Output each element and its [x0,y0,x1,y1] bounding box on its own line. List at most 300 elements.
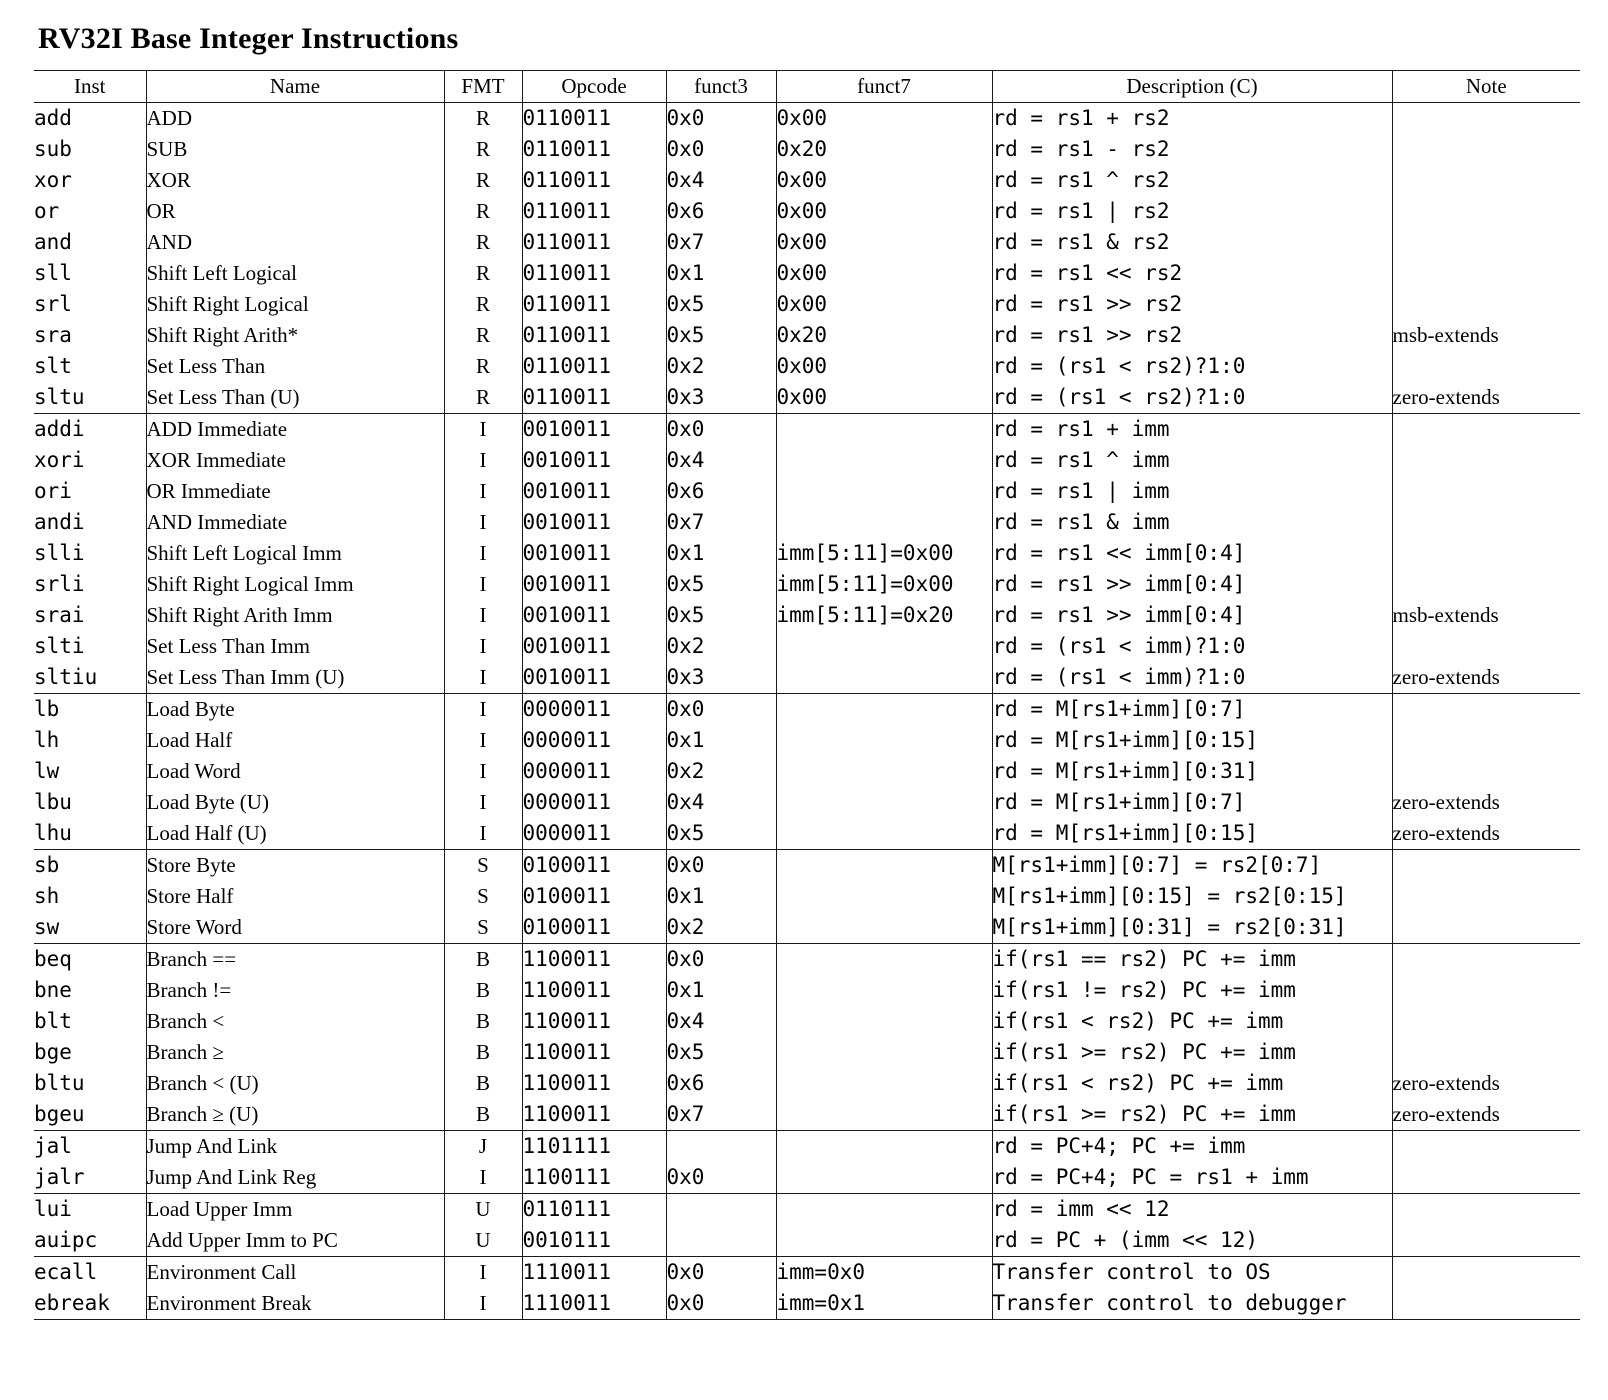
cell-funct3: 0x5 [666,1037,776,1068]
cell-name: Jump And Link [146,1131,444,1163]
cell-funct7: 0x00 [776,165,992,196]
cell-opcode: 1110011 [522,1257,666,1289]
column-header-fmt: FMT [444,71,522,103]
cell-opcode: 0110011 [522,351,666,382]
cell-description: Transfer control to debugger [992,1288,1392,1320]
cell-description: rd = imm << 12 [992,1194,1392,1226]
cell-name: Shift Right Arith* [146,320,444,351]
table-row [34,600,1580,631]
cell-fmt: R [444,227,522,258]
cell-inst: lui [34,1194,146,1226]
cell-funct3: 0x6 [666,476,776,507]
cell-note [1392,103,1580,135]
cell-funct3: 0x0 [666,1288,776,1320]
cell-name: OR [146,196,444,227]
cell-funct3: 0x3 [666,662,776,694]
table-row [34,818,1580,850]
cell-opcode: 0110111 [522,1194,666,1226]
cell-name: AND Immediate [146,507,444,538]
cell-funct7 [776,631,992,662]
cell-description: rd = PC+4; PC = rs1 + imm [992,1162,1392,1194]
cell-name: Branch ≥ (U) [146,1099,444,1131]
cell-fmt: I [444,818,522,850]
cell-inst: ori [34,476,146,507]
cell-funct3: 0x7 [666,1099,776,1131]
cell-opcode: 0000011 [522,694,666,726]
cell-funct3: 0x0 [666,944,776,976]
cell-funct7 [776,662,992,694]
cell-opcode: 0010011 [522,662,666,694]
cell-funct7: imm[5:11]=0x00 [776,538,992,569]
table-row [34,1068,1580,1099]
table-row [34,756,1580,787]
cell-description: rd = (rs1 < imm)?1:0 [992,662,1392,694]
cell-opcode: 0010011 [522,569,666,600]
cell-note: zero-extends [1392,790,1500,814]
cell-note [1392,507,1580,538]
table-row [34,165,1580,196]
table-row [34,725,1580,756]
table-row [34,631,1580,662]
cell-description: rd = M[rs1+imm][0:7] [992,694,1392,726]
table-row [34,134,1580,165]
cell-note [1392,196,1580,227]
cell-funct3: 0x1 [666,975,776,1006]
cell-fmt: R [444,103,522,135]
cell-name: Load Upper Imm [146,1194,444,1226]
cell-funct3: 0x0 [666,134,776,165]
cell-description: if(rs1 < rs2) PC += imm [992,1006,1392,1037]
cell-fmt: R [444,196,522,227]
cell-opcode: 0010011 [522,538,666,569]
cell-funct7 [776,476,992,507]
cell-funct3: 0x0 [666,1257,776,1289]
cell-funct7 [776,787,992,818]
cell-name: Shift Right Arith Imm [146,600,444,631]
cell-fmt: B [444,1068,522,1099]
cell-inst: lhu [34,818,146,850]
cell-inst: sll [34,258,146,289]
cell-description: rd = PC+4; PC += imm [992,1131,1392,1163]
cell-fmt: I [444,445,522,476]
cell-fmt: I [444,787,522,818]
cell-inst: ebreak [34,1288,146,1320]
table-row [34,912,1580,944]
table-row [34,227,1580,258]
table-row [34,382,1580,414]
cell-opcode: 1100011 [522,1037,666,1068]
cell-inst: xor [34,165,146,196]
cell-funct7 [776,1037,992,1068]
table-row [34,1006,1580,1037]
cell-name: Store Half [146,881,444,912]
table-row [34,944,1580,976]
cell-funct3: 0x7 [666,227,776,258]
cell-description: rd = rs1 | imm [992,476,1392,507]
cell-note [1392,944,1580,976]
cell-note [1392,1162,1580,1194]
cell-fmt: I [444,476,522,507]
cell-note [1392,694,1580,726]
cell-description: rd = rs1 >> imm[0:4] [992,569,1392,600]
cell-funct3: 0x1 [666,538,776,569]
cell-name: Branch == [146,944,444,976]
cell-description: rd = rs1 & rs2 [992,227,1392,258]
cell-inst: xori [34,445,146,476]
cell-description: rd = rs1 & imm [992,507,1392,538]
cell-funct7 [776,850,992,882]
cell-description: rd = rs1 - rs2 [992,134,1392,165]
cell-name: Store Word [146,912,444,944]
cell-fmt: B [444,975,522,1006]
cell-name: AND [146,227,444,258]
cell-description: rd = M[rs1+imm][0:31] [992,756,1392,787]
cell-opcode: 0000011 [522,756,666,787]
table-row [34,289,1580,320]
cell-funct7 [776,881,992,912]
cell-note: msb-extends [1392,323,1499,347]
table-row [34,320,1580,351]
cell-funct7: 0x00 [776,351,992,382]
cell-fmt: I [444,725,522,756]
cell-name: Environment Break [146,1288,444,1320]
cell-name: ADD Immediate [146,414,444,446]
cell-fmt: J [444,1131,522,1163]
cell-name: Load Byte [146,694,444,726]
cell-inst: slt [34,351,146,382]
cell-opcode: 0110011 [522,382,666,414]
cell-funct7: 0x00 [776,289,992,320]
cell-funct7 [776,944,992,976]
column-header-opcode: Opcode [522,71,666,103]
cell-funct7 [776,975,992,1006]
cell-name: Shift Right Logical [146,289,444,320]
cell-description: rd = rs1 ^ rs2 [992,165,1392,196]
cell-name: Set Less Than (U) [146,382,444,414]
cell-note [1392,1288,1580,1320]
cell-funct7 [776,1006,992,1037]
cell-description: rd = (rs1 < rs2)?1:0 [992,351,1392,382]
cell-name: Load Half (U) [146,818,444,850]
cell-inst: sub [34,134,146,165]
cell-opcode: 0110011 [522,227,666,258]
cell-funct3: 0x6 [666,196,776,227]
cell-description: rd = rs1 >> rs2 [992,320,1392,351]
cell-note [1392,289,1580,320]
cell-funct7: imm[5:11]=0x20 [776,600,992,631]
table-row [34,476,1580,507]
cell-inst: lh [34,725,146,756]
table-row [34,414,1580,446]
cell-description: M[rs1+imm][0:31] = rs2[0:31] [992,912,1392,944]
cell-inst: blt [34,1006,146,1037]
cell-opcode: 1100011 [522,944,666,976]
cell-funct3: 0x5 [666,289,776,320]
cell-funct7 [776,1162,992,1194]
cell-funct3: 0x5 [666,818,776,850]
cell-note [1392,1257,1580,1289]
cell-inst: add [34,103,146,135]
cell-funct3: 0x0 [666,850,776,882]
table-row [34,538,1580,569]
table-header [34,71,1580,103]
cell-description: rd = (rs1 < imm)?1:0 [992,631,1392,662]
table-row [34,445,1580,476]
cell-opcode: 0110011 [522,103,666,135]
cell-funct7: imm=0x0 [776,1257,992,1289]
cell-name: XOR [146,165,444,196]
cell-description: Transfer control to OS [992,1257,1392,1289]
cell-inst: slli [34,538,146,569]
cell-note [1392,227,1580,258]
cell-inst: srl [34,289,146,320]
cell-opcode: 0010011 [522,631,666,662]
cell-name: Branch < [146,1006,444,1037]
cell-name: Environment Call [146,1257,444,1289]
cell-funct3: 0x4 [666,787,776,818]
cell-note: msb-extends [1392,603,1499,627]
cell-note [1392,569,1580,600]
cell-description: if(rs1 == rs2) PC += imm [992,944,1392,976]
cell-note [1392,445,1580,476]
cell-funct3: 0x4 [666,165,776,196]
cell-fmt: I [444,694,522,726]
cell-inst: slti [34,631,146,662]
cell-inst: sh [34,881,146,912]
table-row [34,1131,1580,1163]
cell-opcode: 1110011 [522,1288,666,1320]
cell-inst: sra [34,320,146,351]
cell-funct7 [776,445,992,476]
cell-note [1392,538,1580,569]
cell-note [1392,881,1580,912]
cell-name: Jump And Link Reg [146,1162,444,1194]
cell-inst: auipc [34,1225,146,1257]
table-row [34,1037,1580,1068]
cell-funct3: 0x4 [666,445,776,476]
cell-funct3: 0x1 [666,258,776,289]
table-row [34,1162,1580,1194]
cell-opcode: 0010011 [522,600,666,631]
cell-fmt: S [444,912,522,944]
cell-funct7: 0x00 [776,196,992,227]
cell-inst: srai [34,600,146,631]
cell-note: zero-extends [1392,662,1580,694]
cell-funct7 [776,725,992,756]
cell-name: ADD [146,103,444,135]
cell-funct3 [666,1131,776,1163]
cell-opcode: 1100011 [522,1099,666,1131]
column-header-description: Description (C) [992,71,1392,103]
cell-funct3: 0x7 [666,507,776,538]
cell-name: Branch ≥ [146,1037,444,1068]
cell-funct3: 0x2 [666,631,776,662]
cell-opcode: 1100111 [522,1162,666,1194]
table-row [34,1194,1580,1226]
cell-funct3: 0x5 [666,320,776,351]
cell-note [1392,1006,1580,1037]
cell-opcode: 0010011 [522,414,666,446]
cell-opcode: 0010011 [522,507,666,538]
cell-funct3: 0x4 [666,1006,776,1037]
cell-note [1392,1131,1580,1163]
cell-funct3: 0x0 [666,694,776,726]
cell-note [1392,351,1580,382]
cell-name: Set Less Than Imm (U) [146,662,444,694]
cell-opcode: 0010011 [522,445,666,476]
cell-funct7 [776,756,992,787]
cell-funct7: 0x20 [776,134,992,165]
cell-funct7 [776,694,992,726]
table-row [34,694,1580,726]
cell-fmt: I [444,631,522,662]
cell-inst: sw [34,912,146,944]
cell-fmt: B [444,1006,522,1037]
table-row [34,351,1580,382]
cell-fmt: R [444,320,522,351]
page-title: RV32I Base Integer Instructions [38,22,459,55]
cell-note: zero-extends [1392,818,1580,850]
table-row [34,787,1580,818]
cell-fmt: I [444,414,522,446]
cell-description: if(rs1 != rs2) PC += imm [992,975,1392,1006]
cell-description: rd = rs1 << imm[0:4] [992,538,1392,569]
cell-note: zero-extends [1392,1099,1580,1131]
cell-fmt: I [444,507,522,538]
cell-note [1392,165,1580,196]
column-header-inst: Inst [34,71,146,103]
table-row [34,881,1580,912]
cell-fmt: B [444,1099,522,1131]
cell-funct3: 0x1 [666,725,776,756]
cell-note [1392,975,1580,1006]
table-row [34,1257,1580,1289]
cell-funct7: 0x00 [776,103,992,135]
cell-opcode: 1100011 [522,1006,666,1037]
cell-opcode: 0110011 [522,320,666,351]
cell-note [1392,258,1580,289]
cell-opcode: 0000011 [522,818,666,850]
cell-opcode: 0110011 [522,196,666,227]
column-header-funct7: funct7 [776,71,992,103]
cell-funct7 [776,912,992,944]
cell-description: rd = rs1 ^ imm [992,445,1392,476]
cell-inst: jalr [34,1162,146,1194]
cell-fmt: S [444,850,522,882]
cell-funct3 [666,1225,776,1257]
cell-funct7 [776,1194,992,1226]
table-row [34,103,1580,135]
cell-opcode: 0110011 [522,134,666,165]
cell-note: zero-extends [1392,382,1580,414]
cell-note [1392,850,1580,882]
cell-description: rd = PC + (imm << 12) [992,1225,1392,1257]
cell-description: rd = M[rs1+imm][0:15] [992,725,1392,756]
cell-name: OR Immediate [146,476,444,507]
cell-fmt: I [444,538,522,569]
cell-name: XOR Immediate [146,445,444,476]
cell-fmt: R [444,289,522,320]
cell-description: rd = (rs1 < rs2)?1:0 [992,382,1392,414]
cell-note: zero-extends [1392,1071,1500,1095]
cell-note [1392,1194,1580,1226]
cell-inst: sltu [34,382,146,414]
cell-description: M[rs1+imm][0:15] = rs2[0:15] [992,881,1392,912]
cell-description: rd = rs1 | rs2 [992,196,1392,227]
cell-name: Set Less Than Imm [146,631,444,662]
cell-description: rd = rs1 << rs2 [992,258,1392,289]
cell-funct7 [776,507,992,538]
cell-fmt: I [444,569,522,600]
cell-inst: and [34,227,146,258]
cell-fmt: I [444,756,522,787]
cell-inst: lb [34,694,146,726]
cell-funct3: 0x5 [666,569,776,600]
cell-description: rd = rs1 + imm [992,414,1392,446]
cell-note [1392,631,1580,662]
cell-fmt: R [444,165,522,196]
cell-inst: bne [34,975,146,1006]
column-header-note: Note [1392,71,1580,103]
cell-funct3: 0x0 [666,414,776,446]
cell-funct7 [776,414,992,446]
cell-funct3 [666,1194,776,1226]
cell-fmt: B [444,944,522,976]
cell-funct7: 0x00 [776,382,992,414]
cell-opcode: 0010111 [522,1225,666,1257]
table-row [34,1225,1580,1257]
cell-name: SUB [146,134,444,165]
cell-name: Add Upper Imm to PC [146,1225,444,1257]
cell-funct7: 0x00 [776,258,992,289]
cell-fmt: U [444,1194,522,1226]
cell-name: Branch < (U) [146,1068,444,1099]
cell-name: Shift Right Logical Imm [146,569,444,600]
table-row [34,850,1580,882]
cell-inst: bge [34,1037,146,1068]
cell-description: rd = rs1 >> imm[0:4] [992,600,1392,631]
table-row [34,975,1580,1006]
cell-inst: srli [34,569,146,600]
cell-funct3: 0x1 [666,881,776,912]
cell-inst: ecall [34,1257,146,1289]
cell-opcode: 0100011 [522,850,666,882]
cell-name: Branch != [146,975,444,1006]
cell-funct3: 0x5 [666,600,776,631]
cell-name: Store Byte [146,850,444,882]
cell-note [1392,1037,1580,1068]
cell-funct7: 0x00 [776,227,992,258]
cell-opcode: 0010011 [522,476,666,507]
cell-note [1392,134,1580,165]
cell-name: Shift Left Logical Imm [146,538,444,569]
cell-opcode: 0110011 [522,258,666,289]
cell-note [1392,725,1580,756]
cell-name: Load Byte (U) [146,787,444,818]
cell-note [1392,1225,1580,1257]
cell-note [1392,912,1580,944]
cell-inst: beq [34,944,146,976]
cell-name: Load Half [146,725,444,756]
cell-inst: bltu [34,1068,146,1099]
cell-fmt: I [444,1162,522,1194]
cell-fmt: R [444,351,522,382]
cell-inst: lw [34,756,146,787]
cell-funct7 [776,1099,992,1131]
cell-note [1392,414,1580,446]
cell-description: rd = M[rs1+imm][0:7] [992,787,1392,818]
cell-fmt: S [444,881,522,912]
